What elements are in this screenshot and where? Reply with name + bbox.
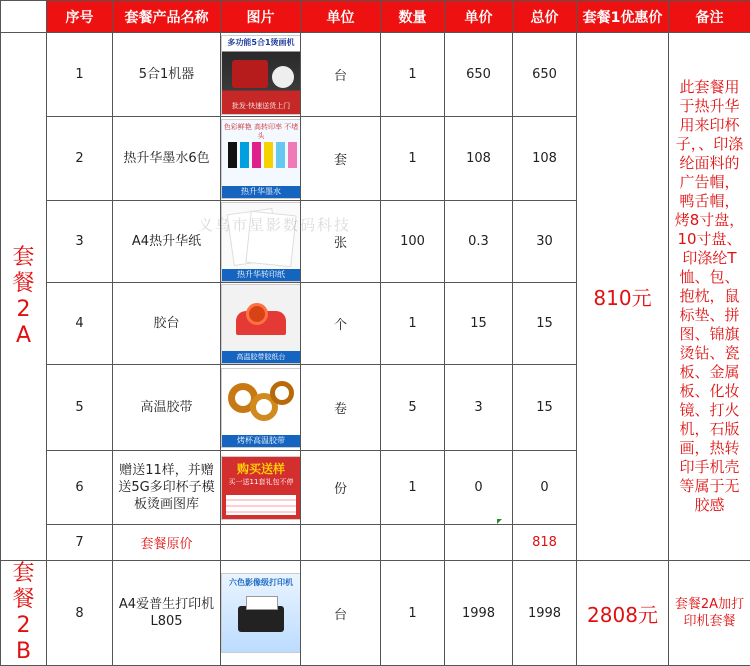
total: 30 <box>513 201 577 283</box>
qty: 1 <box>381 561 445 666</box>
unit: 台 <box>301 561 381 666</box>
ink-image <box>221 119 301 199</box>
qty: 100 <box>381 201 445 283</box>
product-name: 热升华墨水6色 <box>113 117 221 201</box>
header-qty: 数量 <box>381 1 445 33</box>
total: 0 <box>513 451 577 525</box>
product-image-cell <box>221 201 301 283</box>
row-no: 4 <box>47 283 113 365</box>
empty-cell <box>301 525 381 561</box>
header-blank <box>1 1 47 33</box>
ink-bottle-cyan <box>240 142 249 168</box>
printer-image-title: 六色影像级打印机 <box>222 574 300 589</box>
row-no: 7 <box>47 525 113 561</box>
unit: 卷 <box>301 365 381 451</box>
header-name: 套餐产品名称 <box>113 1 221 33</box>
row-no: 3 <box>47 201 113 283</box>
package-b-note: 套餐2A加打印机套餐 <box>669 561 750 666</box>
qty: 1 <box>381 451 445 525</box>
ink-bottle-yellow <box>264 142 273 168</box>
product-image-cell <box>221 33 301 117</box>
empty-cell <box>445 525 513 561</box>
product-name: 赠送11样，并赠送5G多印杯子模板烫画图库 <box>113 451 221 525</box>
header-note: 备注 <box>669 1 750 33</box>
total: 1998 <box>513 561 577 666</box>
total: 108 <box>513 117 577 201</box>
qty: 1 <box>381 117 445 201</box>
total: 15 <box>513 283 577 365</box>
gift-list-shape <box>226 495 296 515</box>
product-name: A4爱普生打印机L805 <box>113 561 221 666</box>
original-total: 818 <box>513 525 577 561</box>
product-name: A4热升华纸 <box>113 201 221 283</box>
gift-image-title: 购买送样 <box>222 457 300 477</box>
row-no: 1 <box>47 33 113 117</box>
unit-price: 3 <box>445 365 513 451</box>
tape-image <box>221 368 301 448</box>
ink-bottle-magenta <box>252 142 261 168</box>
header-total: 总价 <box>513 1 577 33</box>
tape-roll-shape <box>270 381 294 405</box>
unit-price: 1998 <box>445 561 513 666</box>
total: 650 <box>513 33 577 117</box>
qty: 5 <box>381 365 445 451</box>
machine-image-caption: 批发·快速送货上门 <box>222 101 300 111</box>
product-image-cell <box>221 451 301 525</box>
product-image-cell <box>221 117 301 201</box>
total: 15 <box>513 365 577 451</box>
ink-bottle-light-magenta <box>288 142 297 168</box>
unit: 份 <box>301 451 381 525</box>
ink-image-top: 色彩鲜艳 高转印率 不堵头 <box>222 120 300 141</box>
product-name: 5合1机器 <box>113 33 221 117</box>
product-name: 胶台 <box>113 283 221 365</box>
unit: 张 <box>301 201 381 283</box>
paper-image <box>221 202 301 282</box>
ink-image-caption: 热升华墨水 <box>222 186 300 198</box>
qty: 1 <box>381 283 445 365</box>
package-b-price: 2808元 <box>577 561 669 666</box>
product-image-cell <box>221 365 301 451</box>
empty-cell <box>381 525 445 561</box>
paper-image-caption: 热升华转印纸 <box>222 269 300 281</box>
qty: 1 <box>381 33 445 117</box>
gift-image <box>221 456 301 520</box>
header-discount: 套餐1优惠价 <box>577 1 669 33</box>
printer-image <box>221 573 301 653</box>
table-row <box>1 33 750 117</box>
mug-shape <box>272 66 294 88</box>
printer-paper-shape <box>246 596 278 610</box>
ink-bottles <box>228 142 297 168</box>
tape-dispenser-image <box>221 284 301 364</box>
original-price-label: 套餐原价 <box>113 525 221 561</box>
package-b-label: 套餐2B <box>1 561 47 666</box>
header-unit-price: 单价 <box>445 1 513 33</box>
gift-image-subtitle: 买一送11套礼包不停 <box>222 477 300 487</box>
unit: 台 <box>301 33 381 117</box>
package-a-price: 810元 <box>577 33 669 561</box>
ink-bottle-black <box>228 142 237 168</box>
tape-roll-shape <box>246 303 268 325</box>
unit: 套 <box>301 117 381 201</box>
unit-price: 650 <box>445 33 513 117</box>
product-image-cell <box>221 283 301 365</box>
unit-price: 15 <box>445 283 513 365</box>
package-a-note: 此套餐用于热升华用来印杯子，、印涤纶面料的广告帽，鸭舌帽，烤8寸盘，10寸盘、印涤纶T恤、包、抱枕，鼠标垫、拼图、锦旗烫钻、瓷板、金属板、化妆镜、打火机，石版画，热转印手机壳等属于无胶感 <box>669 33 750 561</box>
unit-price: 108 <box>445 117 513 201</box>
header-image: 图片 <box>221 1 301 33</box>
row-no: 2 <box>47 117 113 201</box>
row-no: 8 <box>47 561 113 666</box>
ink-bottle-light-cyan <box>276 142 285 168</box>
header-unit: 单位 <box>301 1 381 33</box>
empty-cell <box>221 525 301 561</box>
machine-image-title: 多功能5合1烫画机 <box>222 36 300 48</box>
package-a-label: 套餐2A <box>1 33 47 561</box>
unit-price: 0.3 <box>445 201 513 283</box>
unit: 个 <box>301 283 381 365</box>
machine-shape <box>232 60 268 88</box>
row-no: 6 <box>47 451 113 525</box>
machine-image <box>221 35 301 115</box>
tape-image-caption: 烤杯高温胶带 <box>222 435 300 447</box>
header-no: 序号 <box>47 1 113 33</box>
tape-dispenser-image-caption: 高温胶带胶纸台 <box>222 351 300 363</box>
cell-comment-marker <box>497 519 502 524</box>
watermark: 义乌市星影数码科技 <box>198 214 351 235</box>
unit-price: 0 <box>445 451 513 525</box>
paper-sheet <box>245 210 296 267</box>
row-no: 5 <box>47 365 113 451</box>
product-name: 高温胶带 <box>113 365 221 451</box>
header-row <box>1 1 750 33</box>
